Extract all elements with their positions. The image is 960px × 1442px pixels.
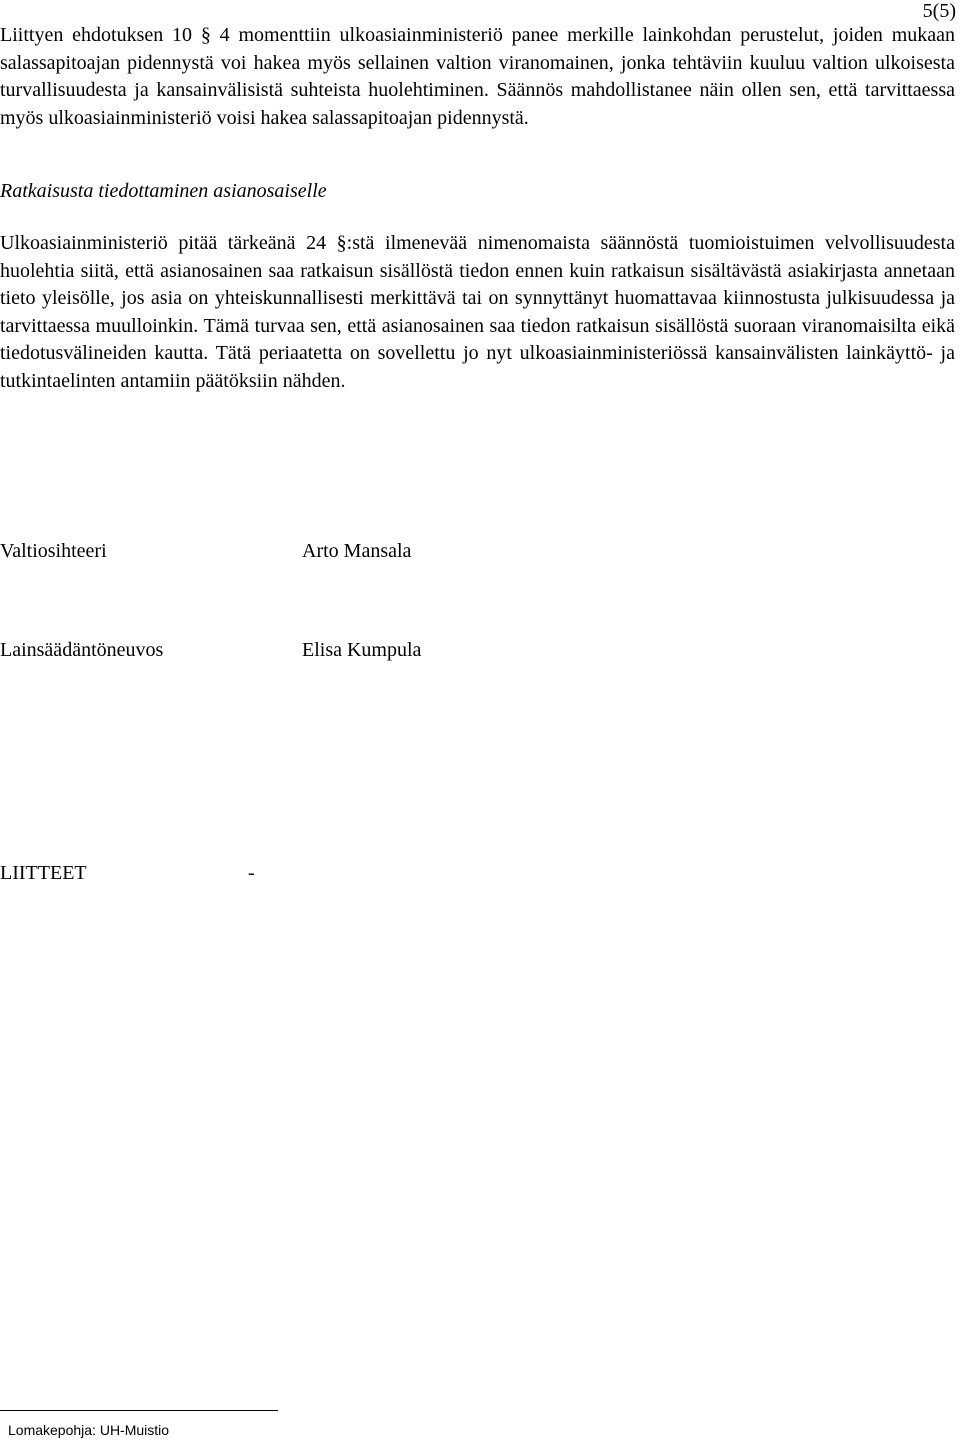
signature-title-2: Lainsäädäntöneuvos: [0, 639, 164, 661]
body-paragraph-1: Liittyen ehdotuksen 10 § 4 momenttiin ulkoasiainministeriö panee merkille lainkohdan perustelut, joiden mukaan salassapitoajan pidennystä voi hakea myös sellainen valtion viranomainen, jonka tehtäviin kuuluu valtion ulkoisesta turvallisuudesta ja kansainvälisistä suhteista huolehtiminen. Säännös mahdollistanee näin ollen sen, että tarvittaessa myös ulkoasiainministeriö voisi hakea salassapitoajan pidennystä.: [0, 24, 955, 129]
footer-text: Lomakepohja: UH-Muistio: [8, 1422, 170, 1438]
signature-title-1: Valtiosihteeri: [0, 540, 107, 562]
footer-rule: [0, 1410, 278, 1411]
signature-name-2: Elisa Kumpula: [302, 639, 422, 661]
attachments-label: LIITTEET: [0, 862, 87, 884]
body-paragraph-2: Ulkoasiainministeriö pitää tärkeänä 24 §:stä ilmenevää nimenomaista säännöstä tuomioistuimen velvollisuudesta huolehtia siitä, että asianosainen saa ratkaisun sisällöstä tiedon ennen kuin ratkaisun sisältävästä asiakirjasta annetaan tieto yleisölle, jos asia on yhteiskunnallisesti merkittävä tai on synnyttänyt huomattavaa kiinnostusta julkisuudessa ja tarvittaessa muulloinkin. Tämä turvaa sen, että asianosainen saa tiedon ratkaisun sisällöstä suoraan viranomaisilta eikä tiedotusvälineiden kautta. Tätä periaatetta on sovellettu jo nyt ulkoasiainministeriössä kansainvälisten lainkäyttö- ja tutkintaelinten antamiin päätöksiin nähden.: [0, 232, 955, 392]
page-number: 5(5): [922, 0, 956, 22]
attachments-value: -: [248, 862, 255, 884]
section-heading: Ratkaisusta tiedottaminen asianosaiselle: [0, 180, 327, 202]
signature-name-1: Arto Mansala: [302, 540, 412, 562]
